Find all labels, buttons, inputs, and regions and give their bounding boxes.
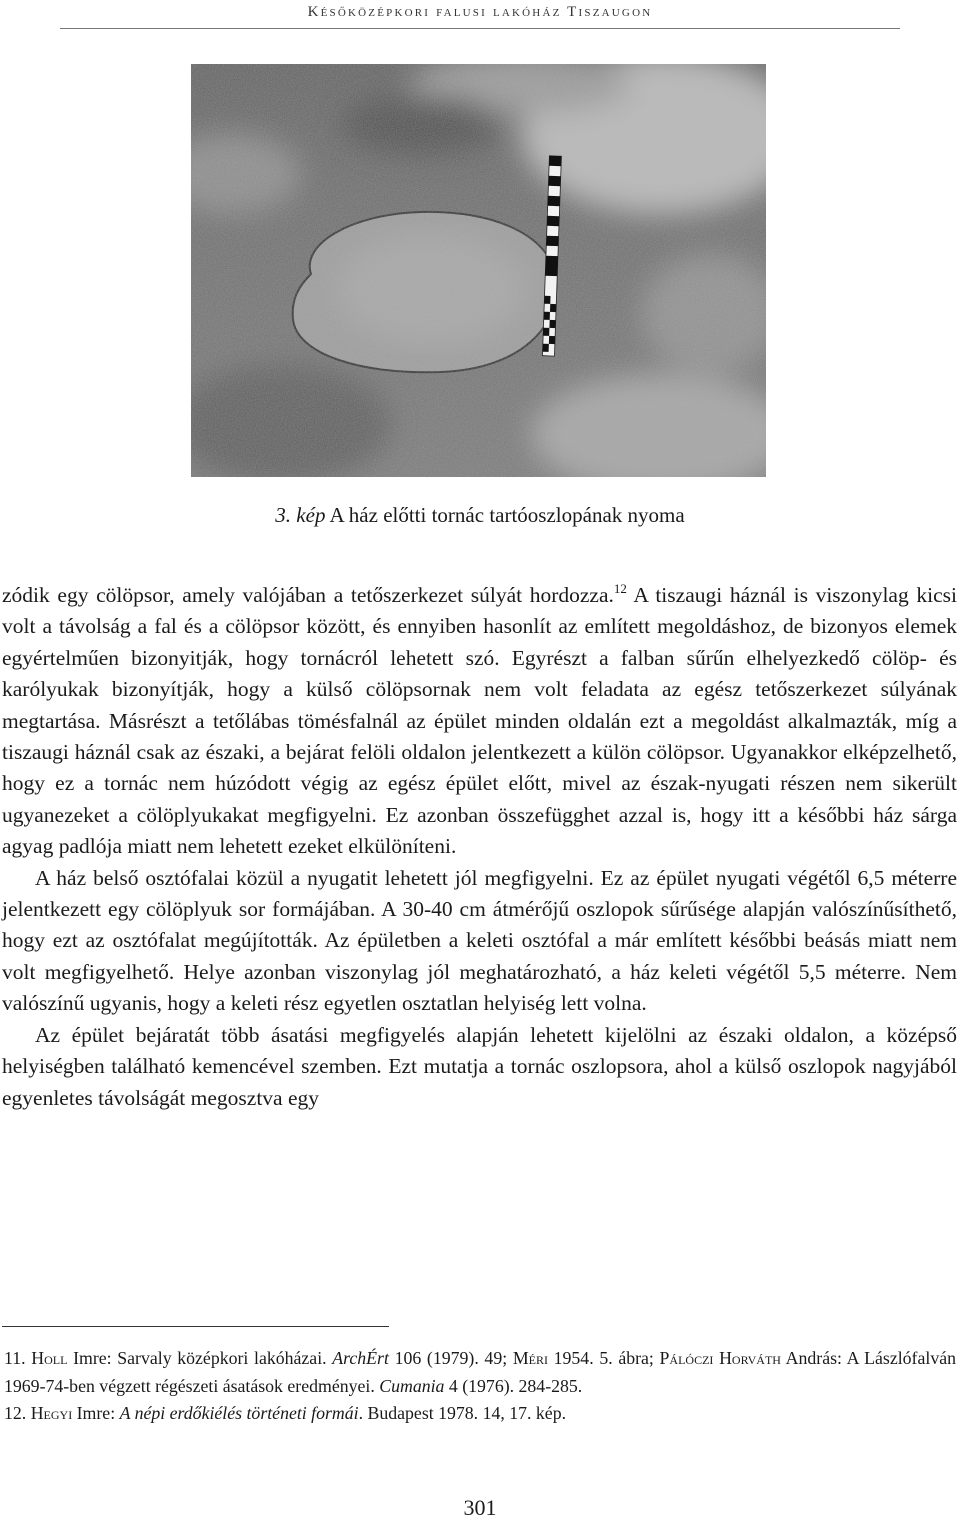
footnote-text: Imre: Sarvaly középkori lakóházai. <box>67 1348 333 1368</box>
footnote-author: Pálóczi Horváth <box>659 1348 781 1368</box>
paragraph-1 <box>2 580 957 863</box>
footnote-text: 106 (1979). 49; <box>388 1348 513 1368</box>
footnote-journal: ArchÉrt <box>332 1348 389 1368</box>
footnote-ref-12: 12 <box>613 581 627 596</box>
paragraph-1-part-b: A tiszaugi háznál is viszonylag kicsi volt a távolság a fal és a cölöpsor között, és ennyiben hasonlít az említett megoldáshoz, de bizonyos elemek egyértelműen bizonyitják, hogy tornácról lehetett szó. Egyrészt a falban sűrűn elhelyezkedő cölöp- és karólyukak bizonyítják, hogy a külső cölöpsornak nem volt feladata az egész tetőszerkezet súlyának megtartása. Másrészt a tetőlábas tömésfalnál az épület minden oldalán ezt a megoldást alkalmazták, míg a tiszaugi háznál csak az északi, a bejárat felöli oldalon jelentkezett a külön cölöpsor. Ugyanakkor elképzelhető, hogy ez a tornác nem húzódott végig az egész épület előtt, mivel az észak-nyugati részen nem sikerült ugyanezeket a cölöplyukakat megfigyelni. Ez azonban összefügghet azzal is, hogy itt a későbbi ház sárga agyag padlója miatt nem lehetett ezeket elkülöníteni. <box>2 583 957 859</box>
paragraph-3: Az épület bejáratát több ásatási megfigyelés alapján lehetett kijelölni az északi oldalon, a középső helyiségben található kemencével szemben. Ezt mutatja a tornác oszlopsora, ahol a külső oszlopok nagyjából egyenletes távolságát megosztva egy <box>2 1022 957 1110</box>
paragraph-2: A ház belső osztófalai közül a nyugatit lehetett jól megfigyelni. Ez az épület nyugati végétől 6,5 méterre jelentkezett egy cölöplyuk sor formájában. A 30-40 cm átmérőjű oszlopok sűrűsége alapján valószínűsíthető, hogy ezt az osztófalat megújították. Az épületben a keleti osztófal a már említett későbbi beásás miatt nem volt megfigyelhető. Helye azonban viszonylag jól meghatározható, a ház keleti végétől 5,5 méterre. Nem valószínű ugyanis, hogy a keleti rész egyetlen osztatlan helyiség lett volna. <box>2 865 957 1016</box>
footnote-text: András: A Lászlófalván 1969-74-ben végzett régészeti ásatások eredményei. <box>4 1348 956 1396</box>
excavation-photo <box>191 64 766 477</box>
paragraph-1-part-a: zódik egy cölöpsor, amely valójában a tetőszerkezet súlyát hordozza. <box>2 583 614 607</box>
footnote-text: 4 (1976). 284-285. <box>444 1375 583 1396</box>
page-number: 301 <box>463 1495 497 1520</box>
footnote-divider <box>2 1326 389 1327</box>
figure-caption <box>0 501 960 529</box>
footnote-text: . Budapest 1978. 14, 17. kép. <box>358 1403 567 1424</box>
running-head: Későközépkori falusi lakóház Tiszaugon <box>60 0 900 29</box>
footnote-11 <box>4 1345 956 1400</box>
footnote-author: Hegyi <box>30 1403 73 1424</box>
footnote-text: Imre: <box>72 1403 120 1424</box>
body-text <box>2 580 957 1114</box>
footnote-12 <box>4 1400 956 1428</box>
footnote-author: Holl <box>31 1348 68 1368</box>
footnote-text: 1954. 5. ábra; <box>547 1348 660 1368</box>
caption-label: 3. kép <box>275 503 326 527</box>
footnote-number: 12. <box>4 1403 27 1424</box>
footnotes <box>4 1345 956 1428</box>
photo-illustration <box>191 64 766 477</box>
footnote-title: A népi erdőkiélés történeti formái <box>119 1403 359 1424</box>
footnote-number: 11. <box>4 1348 26 1368</box>
footnote-author: Méri <box>512 1348 548 1368</box>
footnote-journal: Cumania <box>379 1375 445 1396</box>
caption-text: A ház előtti tornác tartóoszlopának nyoma <box>325 503 685 527</box>
